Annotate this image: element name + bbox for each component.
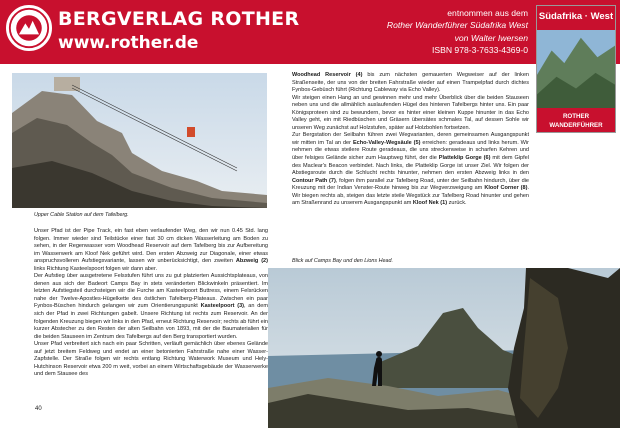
waypoint-label: Platteklip Gorge (6) bbox=[438, 155, 491, 162]
source-book-title: Rother Wanderführer Südafrika West bbox=[386, 20, 528, 31]
waypoint-label: Abzweig (2) bbox=[235, 258, 268, 265]
text-run: Der Aufstieg über ausgetretene Felsstufen führt uns zu gut platzierten Aussichtsplateaus, von denen aus sich der Badeort Camps Bay in stets veränderten Blickwinkeln präsentiert. Im letzten Aufstiegsteil durchsteigen wir die Furche am Kasteelpoort Buttress, einem Felsrücken nahe der Twelve-Apostles-Hügelkette des östlichen Tafelberg-Plateaus. Zwischen ein paar Fynbos-Büschen hindurch gelangen wir zum Orientierungspunkt bbox=[34, 273, 268, 310]
book-cover bbox=[536, 5, 616, 133]
caption-photo-cable-station: Upper Cable Station auf dem Tafelberg. bbox=[34, 212, 129, 218]
text-run: mit dem Gipfel des Maclear's Beacon verbindet. Nach links, die Platteklip Gorge ist unser Ziel. Wir folgen der Abstiegsroute durch die Schlucht rechts hinunter, nehmen den ersten Abzweig links in den bbox=[292, 155, 529, 177]
waypoint-label: Kloof Corner (8) bbox=[484, 185, 528, 192]
paragraph bbox=[292, 72, 529, 95]
page-number: 40 bbox=[35, 406, 42, 412]
text-run: Unser Pfad ist der Pipe Track, ein fast eben verlaufender Weg, den wir nun 0.45 Std. lang folgen. Immer wieder sind Teilstücke einer fast 30 cm dicken Wasserleitung am Boden zu sehen, in der Regenwasser vom Woodhead Reservoir auf dem Tafelberg bis zur Aufbereitung im Wasserwerk am Kloof Nek geführt wird. Den ersten Abzweig zur Diagonale, einer etwas anspruchsvolleren Aufstiegsvariante, lassen wir unberücksichtigt, den zweiten bbox=[34, 228, 268, 265]
cover-label-rother: ROTHER bbox=[562, 113, 590, 120]
paragraph bbox=[292, 132, 529, 207]
right-text-column bbox=[292, 72, 529, 208]
paragraph bbox=[34, 273, 268, 341]
text-run: , an dem sich der Pfad in zwei Richtungen gabelt. Unsere Richtung ist rechts zum Reservoir. An der folgenden Kreuzung biegen wir links in den Pfad, erneut Richtung Reservoir; rechts ab führt ein kurzer Abstecher zu den Resten der alten Seilbahn von 1893, mit der die Baumaterialien für die beiden Stauseen im Zentrum des Tafelbergs auf den Berg transportiert wurden. bbox=[34, 303, 268, 340]
caption-photo-camps-bay: Blick auf Camps Bay und den Lions Head. bbox=[292, 258, 393, 264]
publisher-website[interactable]: www.rother.de bbox=[58, 33, 199, 53]
source-isbn: ISBN 978-3-7633-4369-0 bbox=[431, 45, 528, 56]
waypoint-label: Contour Path (7) bbox=[292, 177, 336, 184]
waypoint-label: Kloof Nek (1) bbox=[412, 200, 448, 207]
text-run: Zur Bergstation der Seilbahn führen zwei Wegvarianten, deren gemeinsamen Ausgangspunkt wir mitten im Tal an der bbox=[292, 132, 529, 146]
waypoint-label: Echo-Valley-Wegsäule (5) bbox=[352, 139, 421, 146]
text-run: , folgen ihm parallel zur Tafelberg Road, unter der Seilbahn hindurch, über die Kreuzung mit der Indian Venster-Route hinweg bis zur Wegverzweigung am bbox=[292, 177, 529, 192]
paragraph: Wir steigen einen Hang an und gewinnen mehr und mehr Überblick über die beiden Stauseen neben uns und die allmählich auslaufenden Hügel des hinteren Tafelbergs hinter uns. Ein paar Königsproteen sind zu bewundern, bevor es hinter einer kleinen Kuppe hinunter in das Echo Valley geht, ein mit Riedbüschen und Gräsern übersätes schmales Tal, auf dessen Sohle wir unseren Weg zunächst auf Holzstufen, später auf Holzbohlen fortsetzen. bbox=[292, 94, 529, 131]
text-run: links Richtung Kasteelspoort folgen wir dann aber. bbox=[34, 265, 158, 272]
photo-cable-station bbox=[12, 73, 267, 208]
cover-label-series: WANDERFÜHRER bbox=[549, 122, 603, 129]
source-info bbox=[387, 7, 528, 57]
source-line: entnommen aus dem bbox=[447, 8, 528, 18]
text-run: . Wir biegen rechts ab, steigen das letzte steile Wegstück zur Tafelberg Road hinunter und gehen am Straßenrand zu unserem Ausgangspunkt am bbox=[292, 185, 530, 207]
text-run: erreichen: geradeaus und links herum. Wir nehmen die etwas steilere Route geradeaus, die uns streckenweise in scharfen Kehren und über felsiges Gelände sicher zum Hauptweg führt, der die bbox=[292, 139, 529, 162]
paragraph bbox=[34, 228, 268, 273]
left-text-column bbox=[34, 228, 268, 379]
waypoint-label: Woodhead Reservoir (4) bbox=[292, 72, 363, 78]
source-author: von Walter Iwersen bbox=[454, 32, 528, 43]
photo-camps-bay-lions-head bbox=[268, 268, 620, 428]
header-bar bbox=[0, 0, 620, 64]
publisher-name: BERGVERLAG ROTHER bbox=[58, 8, 300, 30]
paragraph: Unser Pfad verbreitert sich nach ein paar Schritten, verläuft gemächlich über ebenes Gelände auf jetzt breitem Feldweg und endet an einer betonierten Fahrstraße nahe einer Wasser-Zapfstelle. Der Straße folgen wir rechts entlang Richtung Waterwork Museum und Hely-Hutchinson Reservoir etwa 200 m weit, vorbei an einem Wirtschaftsgebäude der Wasserwerke und dem Stausee des bbox=[34, 341, 268, 378]
cover-title: Südafrika · West bbox=[538, 11, 614, 22]
text-run: zurück. bbox=[447, 200, 467, 207]
publisher-seal-logo bbox=[6, 5, 52, 51]
waypoint-label: Kasteelpoort (3) bbox=[200, 303, 245, 310]
text-run: bis zum nächsten gemauerten Wegweiser auf der linken Straßenseite, der uns von der breiten Fahrstraße wieder auf einen Trampelpfad durch dichtes Fynbos-Gebüsch führt (Richtung Cableway via Echo Valley). bbox=[292, 72, 529, 94]
